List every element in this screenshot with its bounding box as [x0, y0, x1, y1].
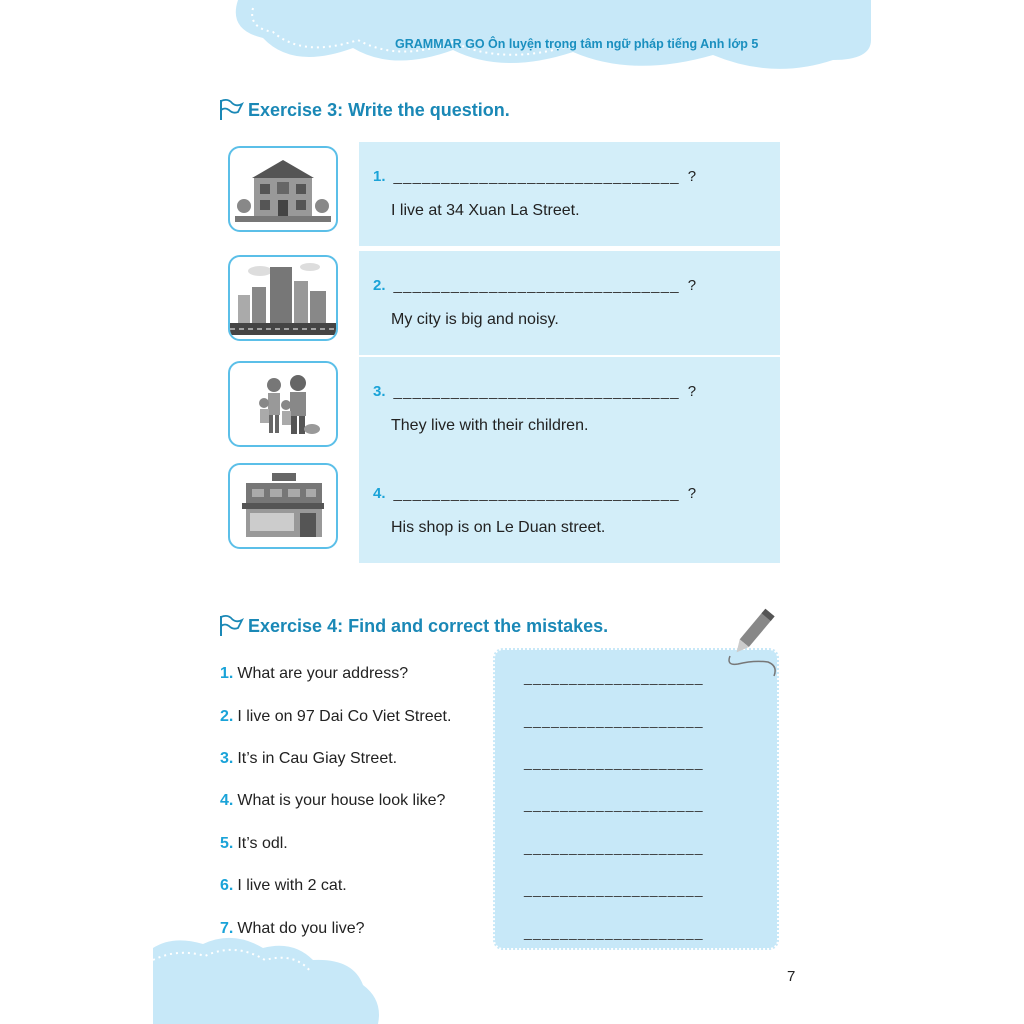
- house-icon: [228, 146, 338, 232]
- family-icon: [228, 361, 338, 447]
- answer-text: I live at 34 Xuan La Street.: [391, 202, 580, 219]
- question-panel: [359, 459, 780, 563]
- item-number: 1.: [220, 665, 234, 682]
- sentence-text: I live on 97 Dai Co Viet Street.: [237, 708, 452, 725]
- exercise3-title: [218, 98, 510, 122]
- exercise3-title-text: Exercise 3: Write the question.: [248, 99, 510, 120]
- question-blank[interactable]: ______________________________: [393, 168, 680, 185]
- item-number: 5.: [220, 835, 234, 852]
- flag-icon: [218, 614, 244, 638]
- correction-blank[interactable]: ____________________: [524, 669, 704, 685]
- question-blank[interactable]: ______________________________: [393, 383, 680, 400]
- page-number: 7: [787, 968, 796, 985]
- item-number: 4.: [373, 485, 386, 502]
- city-icon: [228, 255, 338, 341]
- correction-blank[interactable]: ____________________: [524, 712, 704, 728]
- flag-icon: [218, 98, 244, 122]
- exercise4-item: [220, 877, 347, 895]
- sentence-text: What are your address?: [237, 665, 409, 682]
- question-blank[interactable]: ______________________________: [393, 485, 680, 502]
- sentence-text: It’s odl.: [237, 835, 288, 852]
- correction-blank[interactable]: ____________________: [524, 839, 704, 855]
- correction-blank[interactable]: ____________________: [524, 924, 704, 940]
- item-number: 4.: [220, 792, 234, 809]
- pencil-icon: [724, 604, 780, 680]
- question-blank[interactable]: ______________________________: [393, 277, 680, 294]
- correction-blank[interactable]: ____________________: [524, 754, 704, 770]
- exercise4-item: [220, 750, 397, 768]
- exercise4-item: [220, 835, 288, 853]
- question-mark: ?: [687, 383, 697, 400]
- exercise4-item: [220, 920, 365, 938]
- exercise4-item: [220, 708, 451, 726]
- answer-text: My city is big and noisy.: [391, 311, 559, 328]
- exercise4-item: [220, 792, 445, 810]
- sentence-text: It’s in Cau Giay Street.: [237, 750, 398, 767]
- item-number: 7.: [220, 920, 234, 937]
- cafe-shop-icon: [228, 463, 338, 549]
- header-title: GRAMMAR GO Ôn luyện trọng tâm ngữ pháp tiếng Anh lớp 5: [395, 37, 759, 51]
- correction-blank[interactable]: ____________________: [524, 796, 704, 812]
- exercise4-item: [220, 665, 408, 683]
- sentence-text: What do you live?: [237, 920, 365, 937]
- answer-text: His shop is on Le Duan street.: [391, 519, 606, 536]
- question-mark: ?: [687, 168, 697, 185]
- question-mark: ?: [687, 485, 697, 502]
- item-number: 6.: [220, 877, 234, 894]
- item-number: 3.: [373, 383, 386, 400]
- question-panel: [359, 357, 780, 461]
- question-mark: ?: [687, 277, 697, 294]
- sentence-text: What is your house look like?: [237, 792, 446, 809]
- exercise4-title: [218, 614, 608, 638]
- item-number: 2.: [220, 708, 234, 725]
- answer-text: They live with their children.: [391, 417, 589, 434]
- item-number: 3.: [220, 750, 234, 767]
- sentence-text: I live with 2 cat.: [237, 877, 347, 894]
- item-number: 1.: [373, 168, 386, 185]
- correction-blank[interactable]: ____________________: [524, 881, 704, 897]
- question-panel: [359, 251, 780, 355]
- bottom-cloud-decoration: [153, 930, 453, 1024]
- question-panel: [359, 142, 780, 246]
- exercise4-title-text: Exercise 4: Find and correct the mistakes.: [248, 615, 609, 636]
- item-number: 2.: [373, 277, 386, 294]
